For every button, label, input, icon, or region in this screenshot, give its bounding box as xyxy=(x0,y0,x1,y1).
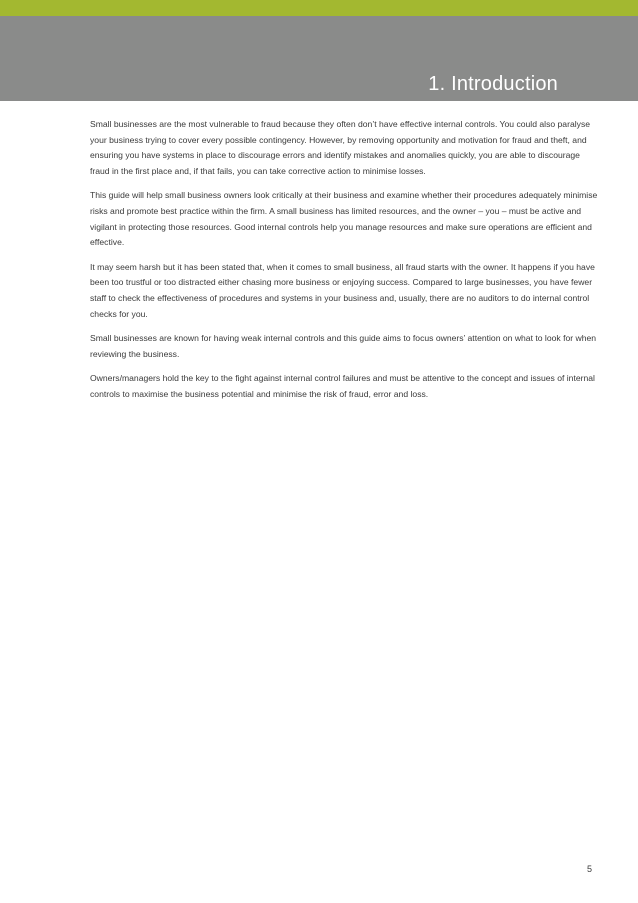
body-text xyxy=(90,117,598,412)
paragraph: Owners/managers hold the key to the fight against internal control failures and must be attentive to the concept and issues of internal controls to maximise the business potential and minimise the risk of fraud, error and loss. xyxy=(90,373,595,399)
paragraph: Small businesses are known for having weak internal controls and this guide aims to focus owners’ attention on what to look for when reviewing the business. xyxy=(90,333,597,359)
page-number: 5 xyxy=(586,864,592,874)
top-accent-bar xyxy=(0,0,638,16)
paragraph: This guide will help small business owners look critically at their business and examine whether their procedures adequately minimise risks and promote best practice within the firm. A small business has limited resources, and the owner – you – must be active and vigilant in protecting those resources. Good internal controls help you manage resources and make sure operations are efficient and effective. xyxy=(90,190,598,248)
paragraph: Small businesses are the most vulnerable to fraud because they often don’t have effective internal controls. You could also paralyse your business trying to cover every possible contingency. However, by removing opportunity and motivation for fraud and theft, and ensuring you have systems in place to discourage errors and identify mistakes and anomalies quickly, you are able to discourage fraud in the first place and, if that fails, you can take corrective action to minimise losses. xyxy=(90,119,591,176)
paragraph: It may seem harsh but it has been stated that, when it comes to small business, all fraud starts with the owner. It happens if you have been too trustful or too distracted either chasing more business or enjoying success. Compared to large businesses, you have fewer staff to check the effectiveness of procedures and systems in your business and, usually, there are no auditors to do internal control checks for you. xyxy=(90,261,595,319)
page-title: 1. Introduction xyxy=(428,73,558,95)
